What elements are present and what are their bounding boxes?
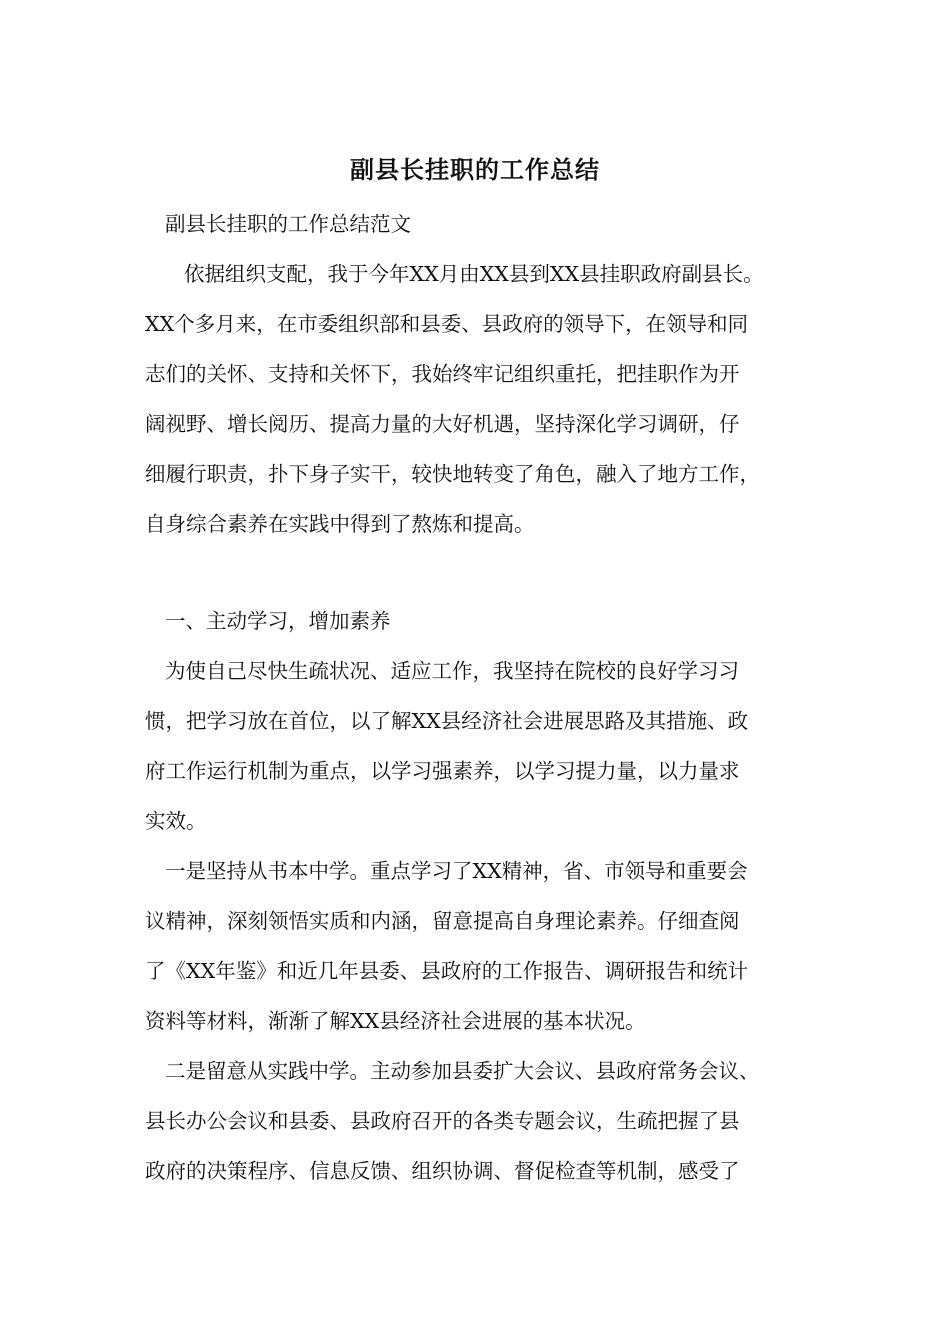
section-heading: 一、主动学习，增加素养 bbox=[165, 609, 391, 633]
paragraph-line: 一是坚持从书本中学。重点学习了XX精神，省、市领导和重要会 bbox=[165, 859, 748, 883]
paragraph-line: 志们的关怀、支持和关怀下，我始终牢记组织重托，把挂职作为开 bbox=[145, 362, 740, 386]
paragraph-line: 二是留意从实践中学。主动参加县委扩大会议、县政府常务会议、 bbox=[165, 1059, 760, 1083]
paragraph-line: 惯，把学习放在首位，以了解XX县经济社会进展思路及其措施、政 bbox=[145, 709, 749, 733]
paragraph-line: 了《XX年鉴》和近几年县委、县政府的工作报告、调研报告和统计 bbox=[145, 959, 749, 983]
subtitle-line: 副县长挂职的工作总结范文 bbox=[165, 212, 411, 236]
paragraph-line: 细履行职责，扑下身子实干，较快地转变了角色，融入了地方工作， bbox=[145, 462, 760, 486]
paragraph-line: 县长办公会议和县委、县政府召开的各类专题会议，生疏把握了县 bbox=[145, 1109, 740, 1133]
document-title: 副县长挂职的工作总结 bbox=[350, 155, 600, 184]
paragraph-line: 资料等材料，渐渐了解XX县经济社会进展的基本状况。 bbox=[145, 1009, 646, 1033]
paragraph-line: 为使自己尽快生疏状况、适应工作，我坚持在院校的良好学习习 bbox=[165, 659, 739, 683]
paragraph-line: 依据组织支配，我于今年XX月由XX县到XX县挂职政府副县长。 bbox=[184, 262, 764, 286]
paragraph-line: 议精神，深刻领悟实质和内涵，留意提高自身理论素养。仔细查阅 bbox=[145, 909, 740, 933]
paragraph-line: 府工作运行机制为重点，以学习强素养，以学习提力量，以力量求 bbox=[145, 759, 740, 783]
paragraph-line: 阔视野、增长阅历、提高力量的大好机遇，坚持深化学习调研，仔 bbox=[145, 412, 740, 436]
paragraph-line: 政府的决策程序、信息反馈、组织协调、督促检查等机制，感受了 bbox=[145, 1159, 740, 1183]
paragraph-line: 实效。 bbox=[145, 809, 207, 833]
paragraph-line: XX个多月来，在市委组织部和县委、县政府的领导下，在领导和同 bbox=[145, 312, 749, 336]
paragraph-line: 自身综合素养在实践中得到了熬炼和提高。 bbox=[145, 512, 535, 536]
